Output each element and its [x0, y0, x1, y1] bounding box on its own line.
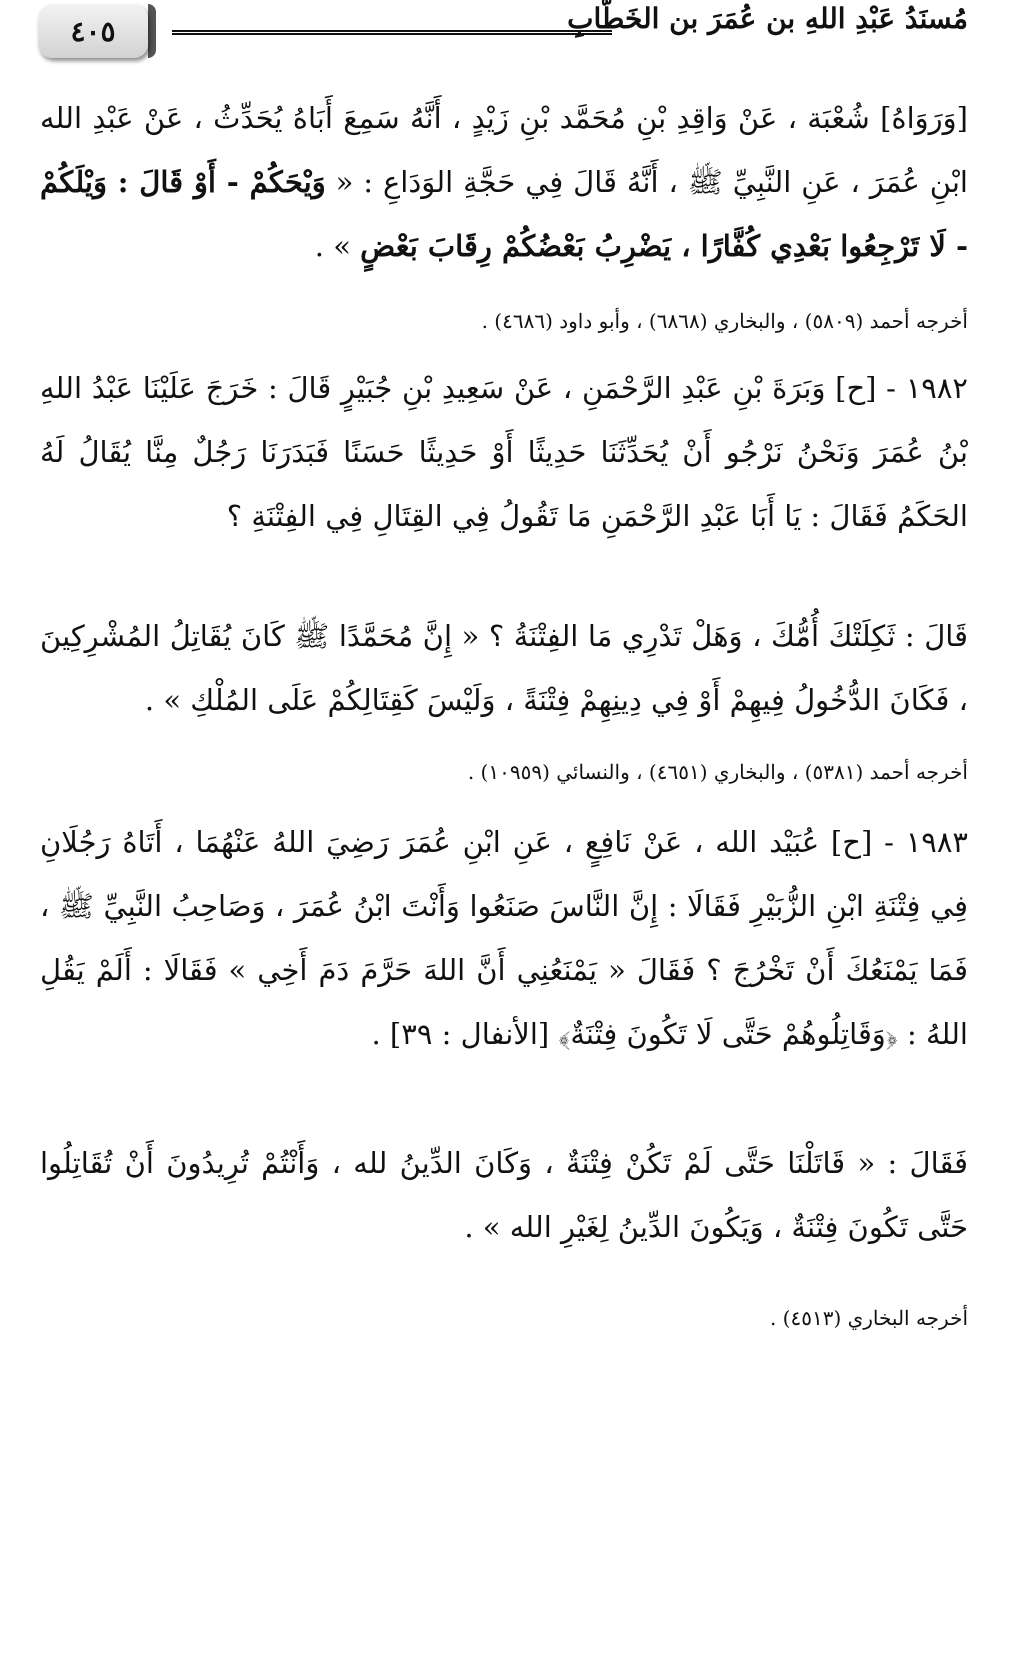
prophetic-saying-bold: وَيْحَكُمْ - أَوْ قَالَ : وَيْلَكُمْ - لَا تَرْجِعُوا بَعْدِي كُفَّارًا ، يَضْرِبُ بَعْضُكُمْ رِقَابَ بَعْضٍ: [40, 165, 968, 263]
paragraph-tail: » .: [314, 229, 361, 263]
paragraph-narration-shuba: [40, 86, 968, 278]
reference-note: أخرجه أحمد (٥٣٨١) ، والبخاري (٤٦٥١) ، والنسائي (١٠٩٥٩) .: [467, 760, 968, 784]
page-header: [30, 0, 968, 66]
reference-note: أخرجه البخاري (٤٥١٣) .: [769, 1306, 968, 1330]
paragraph-hadith-1983-answer: فَقَالَ : « قَاتَلْنَا حَتَّى لَمْ تَكُنْ فِتْنَةٌ ، وَكَانَ الدِّينُ لله ، وَأَنْتُمْ تُرِيدُونَ أَنْ تُقَاتِلُوا حَتَّى تَكُونَ فِتْنَةٌ ، وَيَكُونَ الدِّينُ لِغَيْرِ الله » .: [40, 1146, 968, 1244]
page-number: ٤٠٥: [38, 4, 148, 58]
paragraph-text: [وَرَوَاهُ] شُعْبَة ، عَنْ وَاقِدِ بْنِ مُحَمَّد بْنِ زَيْدٍ ، أَنَّهُ سَمِعَ أَبَاهُ يُحَدِّثُ ، عَنْ عَبْدِ الله ابْنِ عُمَرَ ، عَنِ النَّبِيِّ ﷺ ، أَنَّهُ قَالَ فِي حَجَّةِ الوَدَاعِ : «: [40, 101, 968, 199]
paragraph-hadith-1982-answer: قَالَ : ثَكِلَتْكَ أُمُّكَ ، وَهَلْ تَدْرِي مَا الفِتْنَةُ ؟ « إِنَّ مُحَمَّدًا ﷺ كَانَ يُقَاتِلُ المُشْرِكِينَ ، فَكَانَ الدُّخُولُ فِيهِمْ أَوْ فِي دِينِهِمْ فِتْنَةً ، وَلَيْسَ كَقِتَالِكُمْ عَلَى المُلْكِ » .: [40, 619, 968, 717]
paragraph-hadith-1983: ١٩٨٣ - [ح] عُبَيْد الله ، عَنْ نَافِعٍ ، عَنِ ابْنِ عُمَرَ رَضِيَ اللهُ عَنْهُمَا ، أَتَاهُ رَجُلَانِ فِي فِتْنَةِ ابْنِ الزُّبَيْرِ فَقَالَا : إِنَّ النَّاسَ صَنَعُوا وَأَنْتَ ابْنُ عُمَرَ ، وَصَاحِبُ النَّبِيِّ ﷺ ، فَمَا يَمْنَعُكَ أَنْ تَخْرُجَ ؟ فَقَالَ « يَمْنَعُنِي أَنَّ اللهَ حَرَّمَ دَمَ أَخِي » فَقَالَا : أَلَمْ يَقُلِ اللهُ : ﴿وَقَاتِلُوهُمْ حَتَّى لَا تَكُونَ فِتْنَةٌ﴾ [الأنفال : ٣٩] .: [40, 825, 968, 1051]
header-rule: [172, 30, 612, 35]
page-number-tab-shadow: [148, 4, 156, 58]
paragraph-hadith-1982: ١٩٨٢ - [ح] وَبَرَةَ بْنِ عَبْدِ الرَّحْمَنِ ، عَنْ سَعِيدِ بْنِ جُبَيْرٍ قَالَ : خَرَجَ عَلَيْنَا عَبْدُ اللهِ بْنُ عُمَرَ وَنَحْنُ نَرْجُو أَنْ يُحَدِّثَنَا حَدِيثًا أَوْ حَدِيثًا حَسَنًا فَبَدَرَنَا رَجُلٌ مِنَّا يُقَالُ لَهُ الحَكَمُ فَقَالَ : يَا أَبَا عَبْدِ الرَّحْمَنِ مَا تَقُولُ فِي القِتَالِ فِي الفِتْنَةِ ؟: [40, 371, 968, 533]
reference-note: أخرجه أحمد (٥٨٠٩) ، والبخاري (٦٨٦٨) ، وأبو داود (٤٦٨٦) .: [481, 309, 968, 333]
running-title: مُسنَدُ عَبْدِ اللهِ بن عُمَرَ بن الخَطَّابِ: [567, 2, 968, 35]
